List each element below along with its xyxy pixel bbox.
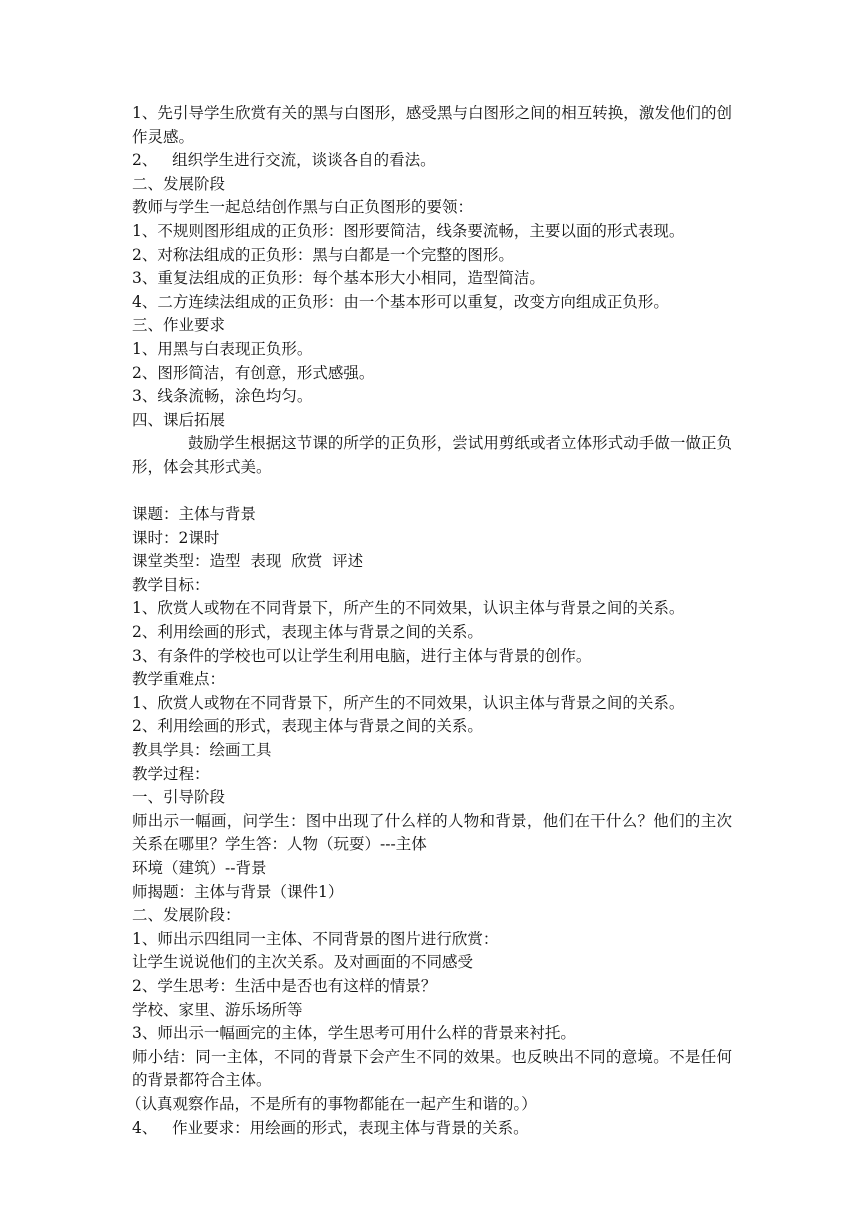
- list-item: 2、利用绘画的形式，表现主体与背景之间的关系。: [132, 623, 483, 642]
- list-item: 3、线条流畅，涂色均匀。: [132, 387, 313, 406]
- list-item: 3、重复法组成的正负形：每个基本形大小相同，造型简洁。: [132, 269, 545, 288]
- list-item: 1、不规则图形组成的正负形：图形要简洁，线条要流畅，主要以面的形式表现。: [132, 221, 685, 240]
- list-item: 2、图形简洁，有创意，形式感强。: [132, 363, 375, 382]
- list-item: 1、用黑与白表现正负形。: [132, 339, 313, 358]
- paragraph: 鼓励学生根据这节课的所学的正负形，尝试用剪纸或者立体形式动手做一做正负形，体会其形式美。: [132, 434, 732, 476]
- section-heading: 教学目标：: [132, 575, 210, 594]
- paragraph: 环境（建筑）--背景: [132, 859, 267, 877]
- list-item: 1、师出示四组同一主体、不同背景的图片进行欣赏：: [132, 929, 499, 948]
- list-item: 3、有条件的学校也可以让学生利用电脑，进行主体与背景的创作。: [132, 646, 592, 665]
- list-item: 2、对称法组成的正负形：黑与白都是一个完整的图形。: [132, 245, 514, 264]
- document-body: [126, 102, 732, 1140]
- paragraph: 教具学具：绘画工具: [132, 741, 272, 760]
- lesson-hours: 课时：2课时: [132, 528, 220, 547]
- blank-line: [132, 480, 732, 504]
- list-item: 4、二方连续法组成的正负形：由一个基本形可以重复，改变方向组成正负形。: [132, 292, 669, 311]
- paragraph: 师出示一幅画，问学生：图中出现了什么样的人物和背景，他们在干什么？他们的主次关系在哪里？学生答：人物（玩耍）---主体: [132, 811, 732, 854]
- paragraph: 让学生说说他们的主次关系。及对画面的不同感受: [132, 953, 474, 972]
- section-heading: 二、发展阶段: [132, 174, 226, 193]
- paragraph: 2、 组织学生进行交流，谈谈各自的看法。: [132, 151, 436, 170]
- list-item: 2、利用绘画的形式，表现主体与背景之间的关系。: [132, 717, 483, 736]
- section-heading: 三、作业要求: [132, 316, 226, 335]
- section-heading: 教学重难点：: [132, 670, 226, 689]
- lesson-title: 课题：主体与背景: [132, 505, 257, 524]
- list-item: 1、欣赏人或物在不同背景下，所产生的不同效果，认识主体与背景之间的关系。: [132, 599, 685, 618]
- paragraph: 1、先引导学生欣赏有关的黑与白图形，感受黑与白图形之间的相互转换，激发他们的创作灵感。: [132, 104, 732, 146]
- paragraph: 教师与学生一起总结创作黑与白正负图形的要领：: [132, 198, 474, 217]
- list-item: 1、欣赏人或物在不同背景下，所产生的不同效果，认识主体与背景之间的关系。: [132, 693, 685, 712]
- lesson-type: 课堂类型：造型 表现 欣赏 评述: [132, 552, 364, 571]
- section-heading: 四、课后拓展: [132, 410, 226, 429]
- list-item: 3、师出示一幅画完的主体，学生思考可用什么样的背景来衬托。: [132, 1024, 576, 1043]
- list-item: 2、学生思考：生活中是否也有这样的情景？: [132, 976, 437, 995]
- section-heading: 二、发展阶段：: [132, 906, 241, 925]
- paragraph: 学校、家里、游乐场所等: [132, 1000, 303, 1019]
- paragraph: 师揭题：主体与背景（课件1）: [132, 882, 344, 901]
- paragraph: 师小结：同一主体，不同的背景下会产生不同的效果。也反映出不同的意境。不是任何的背景都符合主体。: [132, 1047, 732, 1090]
- paragraph: （认真观察作品，不是所有的事物都能在一起产生和谐的。）: [126, 1094, 537, 1113]
- list-item: 4、 作业要求：用绘画的形式，表现主体与背景的关系。: [132, 1118, 529, 1137]
- section-heading: 一、引导阶段: [132, 788, 226, 807]
- section-heading: 教学过程：: [132, 764, 210, 783]
